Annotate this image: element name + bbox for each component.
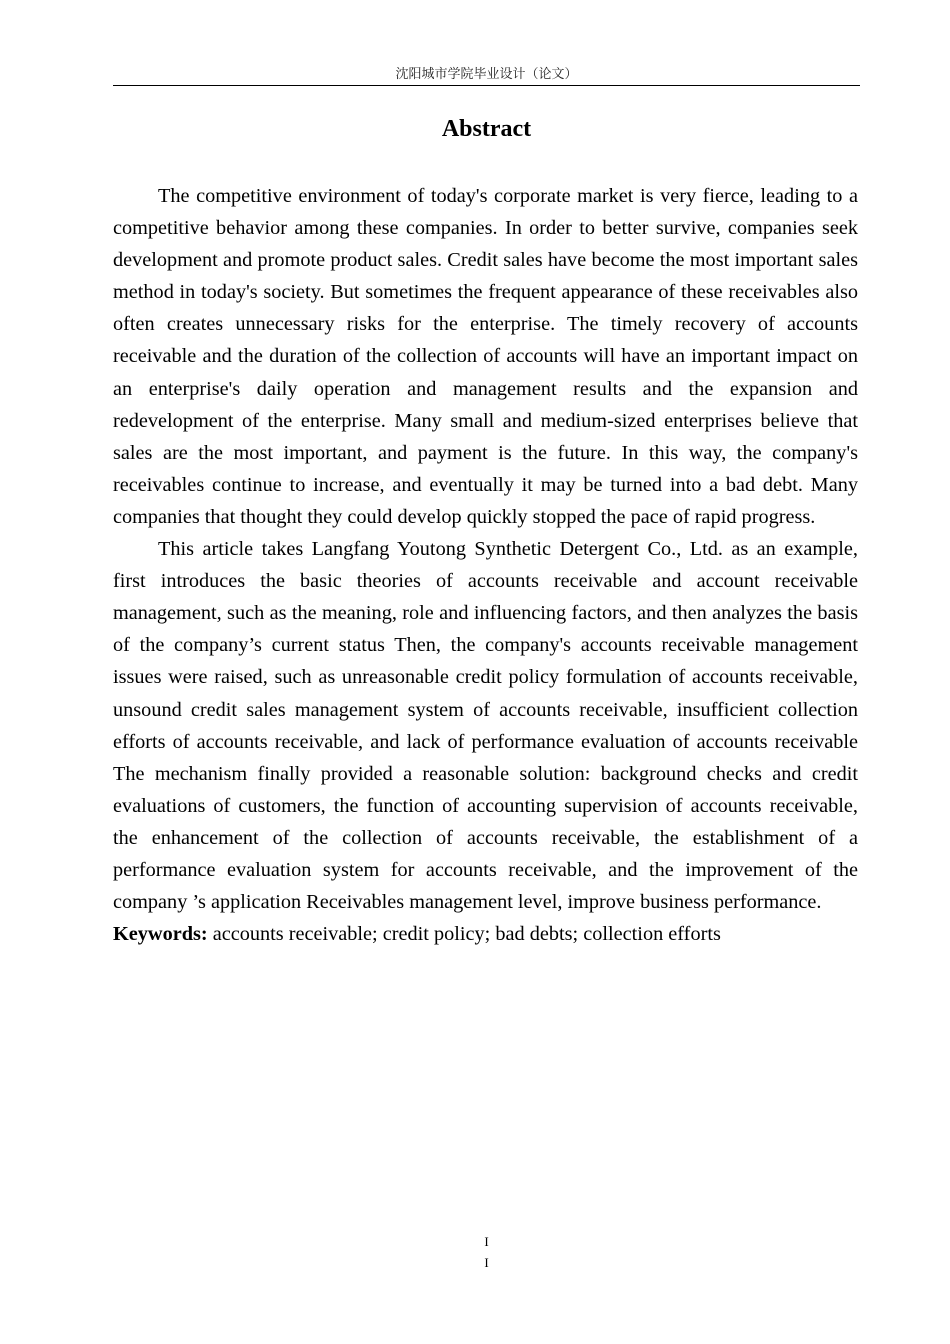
- abstract-body: [113, 180, 858, 950]
- abstract-title: Abstract: [441, 116, 532, 142]
- page-number-line-2: I: [484, 1255, 489, 1270]
- header-divider: [113, 85, 860, 86]
- running-header: 沈阳城市学院毕业设计（论文）: [395, 67, 578, 82]
- abstract-paragraph-1: The competitive environment of today's corporate market is very fierce, leading to a competitive behavior among these companies. In order to better survive, companies seek development and promote product sales. Credit sales have become the most important sales method in today's society. But sometimes the frequent appearance of these receivables also often creates unnecessary risks for the enterprise. The timely recovery of accounts receivable and the duration of the collection of accounts will have an important impact on an enterprise's daily operation and management results and the expansion and redevelopment of the enterprise. Many small and medium-sized enterprises believe that sales are the most important, and payment is the future. In this way, the company's receivables continue to increase, and eventually it may be turned into a bad debt. Many companies that thought they could develop quickly stopped the pace of rapid progress.: [113, 185, 858, 528]
- keywords-text: accounts receivable; credit policy; bad debts; collection efforts: [207, 923, 721, 946]
- keywords-label: Keywords:: [113, 923, 208, 946]
- page-number-line-1: I: [484, 1234, 489, 1249]
- abstract-paragraph-2: This article takes Langfang Youtong Synthetic Detergent Co., Ltd. as an example, first introduces the basic theories of accounts receivable and account receivable management, such as the meaning, role and influencing factors, and then analyzes the basis of the company’s current status Then, the company's accounts receivable management issues were raised, such as unreasonable credit policy formulation of accounts receivable, unsound credit sales management system of accounts receivable, insufficient collection efforts of accounts receivable, and lack of performance evaluation of accounts receivable The mechanism finally provided a reasonable solution: background checks and credit evaluations of customers, the function of accounting supervision of accounts receivable, the enhancement of the collection of accounts receivable, the establishment of a performance evaluation system for accounts receivable, and the improvement of the company ’s application Receivables management level, improve business performance.: [113, 538, 858, 914]
- keywords-line: [113, 918, 858, 950]
